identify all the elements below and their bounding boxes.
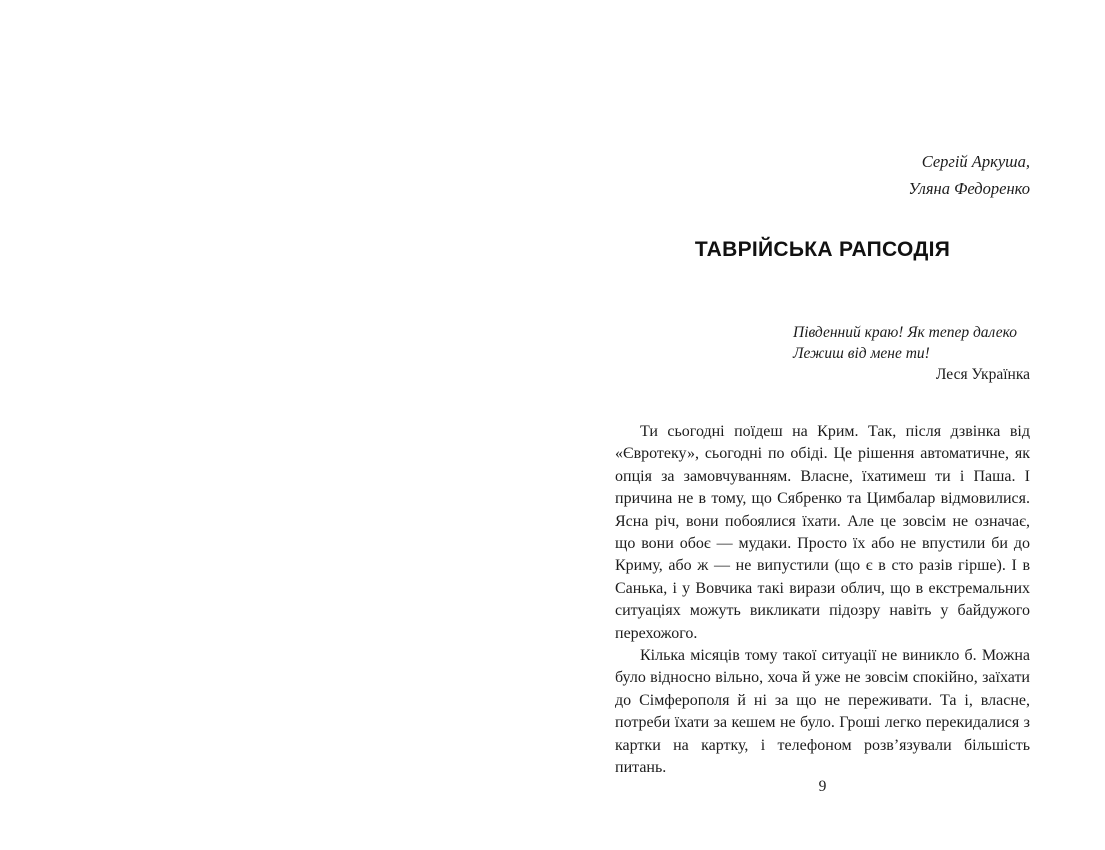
author-block <box>615 148 1030 202</box>
author-line-1: Сергій Аркуша, <box>921 152 1030 171</box>
paragraph: Ти сьогодні поїдеш на Крим. Так, після дзвінка від «Євротеку», сьогодні по обіді. Це рішення автоматичне, як опція за замовчуванням. Власне, їхатимеш ти і Паша. І причина не в тому, що Сябренко та Цимбалар відмовилися. Ясна річ, вони побоялися їхати. Але це зовсім не означає, що вони обоє — мудаки. Просто їх або не впустили би до Криму, або ж — не випустили (що є в сто разів гірше). І в Санька, і у Вовчика такі вирази облич, що в екстремальних ситуаціях можуть викликати підозру навіть у байдужого перехожого. <box>615 423 1030 642</box>
chapter-title: ТАВРІЙСЬКА РАПСОДІЯ <box>694 238 951 261</box>
page-number: 9 <box>818 778 827 795</box>
epigraph <box>793 322 1030 385</box>
page-content <box>615 148 1030 780</box>
body-text <box>615 421 1030 780</box>
epigraph-line-2: Лежиш від мене ти! <box>793 345 930 362</box>
author-line-2: Уляна Федоренко <box>908 179 1030 198</box>
epigraph-attribution: Леся Українка <box>935 366 1030 383</box>
epigraph-line-1: Південний краю! Як тепер далеко <box>793 324 1017 341</box>
paragraph: Кілька місяців тому такої ситуації не виникло б. Можна було відносно вільно, хоча й уже не зовсім спокійно, заїхати до Сімферополя й ні за що не переживати. Та і, власне, потреби їхати за кешем не було. Гроші легко перекидалися з картки на картку, і телефоном розв’язували більшість питань. <box>615 647 1030 777</box>
